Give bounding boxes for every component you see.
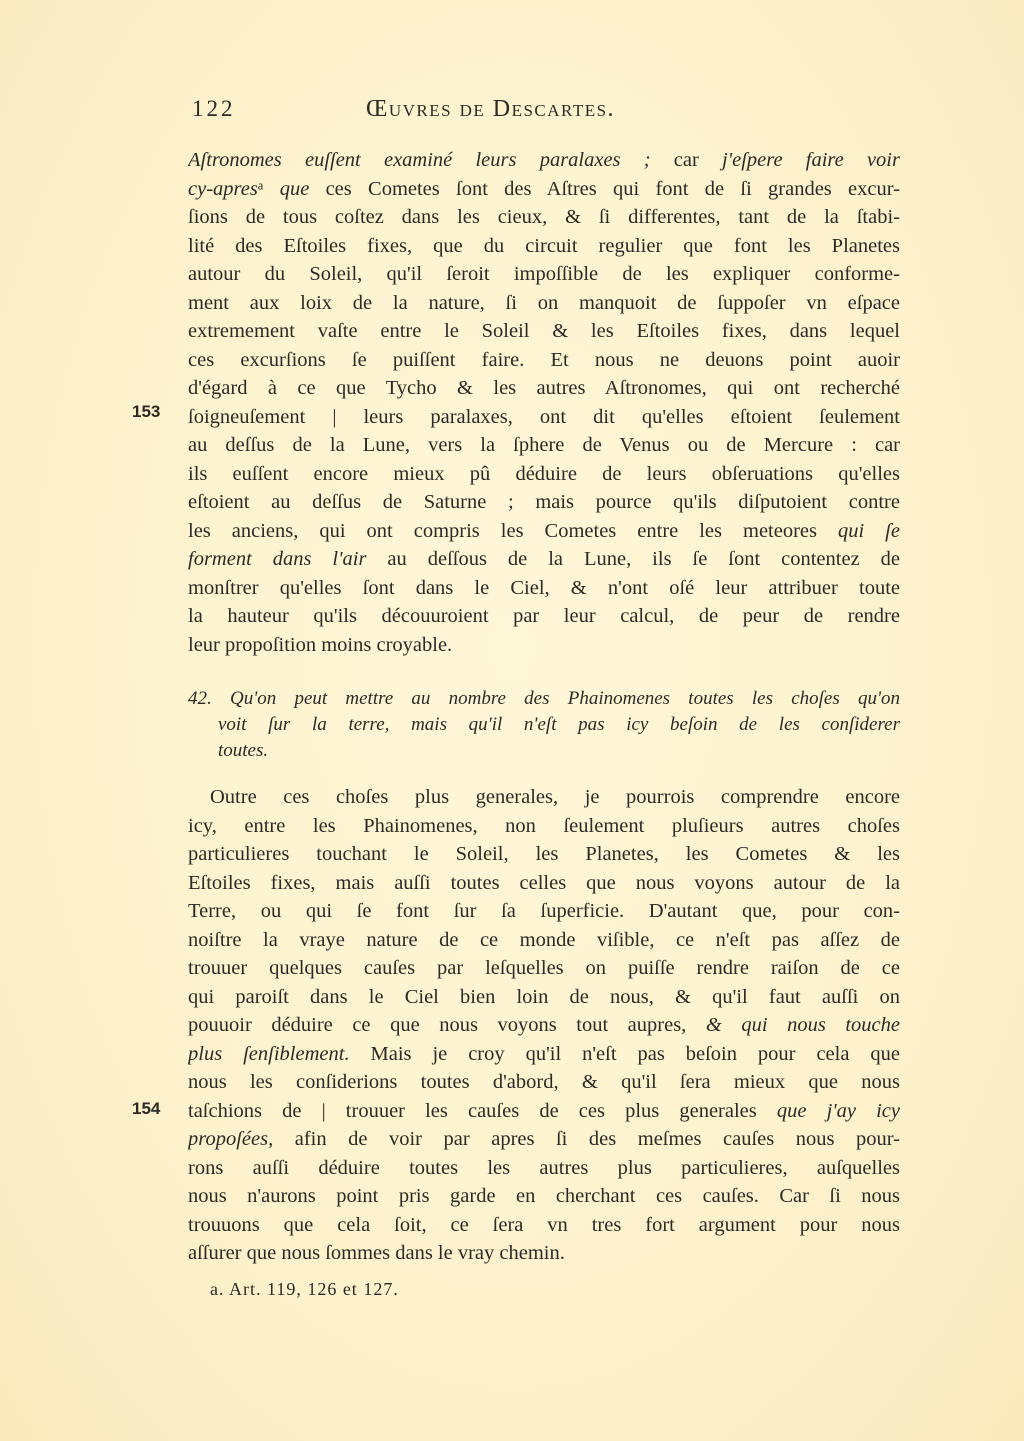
text-line: ces excurſions ſe puiſſent faire. Et nous ne deuons point auoir (188, 348, 900, 371)
paragraph-1 (188, 146, 900, 659)
text-line: d'égard à ce que Tycho & les autres Aſtronomes, qui ont recherché (188, 377, 900, 399)
text-line: Terre, ou qui ſe font ſur ſa ſuperficie. D'autant que, pour con- (188, 900, 900, 922)
margin-number: 154 (132, 1099, 161, 1118)
text-line: eſtoient au deſſus de Saturne ; mais pource qu'ils diſputoient contre (188, 491, 900, 513)
text-line: plus ſenſiblement. Mais je croy qu'il n'eſt pas beſoin pour cela que (188, 1042, 900, 1065)
text-line: particulieres touchant le Soleil, les Planetes, les Cometes & les (188, 843, 900, 865)
text-line: forment dans l'air au deſſous de la Lune, ils ſe ſont contentez de (188, 548, 900, 570)
text-line: Outre ces choſes plus generales, je pourrois comprendre encore (210, 786, 900, 808)
text-line: ment aux loix de la nature, ſi on manquoit de ſuppoſer vn eſpace (188, 291, 900, 314)
footnote: a. Art. 119, 126 et 127. (210, 1279, 399, 1299)
text-line: la hauteur qu'ils découuroient par leur calcul, de peur de rendre (188, 605, 900, 627)
text-line: Eſtoiles fixes, mais auſſi toutes celles que nous voyons autour de la (188, 871, 900, 894)
text-line: extremement vaſte entre le Soleil & les Eſtoiles fixes, dans lequel (188, 320, 900, 342)
text-line: ils euſſent encore mieux pû déduire de leurs obſeruations qu'elles (188, 462, 900, 485)
text-line: lité des Eſtoiles fixes, que du circuit regulier que font les Planetes (188, 234, 900, 257)
text-line: nous les conſiderions toutes d'abord, & qu'il ſera mieux que nous (188, 1071, 900, 1093)
footnote-marker: ᵃ (257, 177, 264, 200)
text-line: qui paroiſt dans le Ciel bien loin de nous, & qu'il faut auſſi on (188, 985, 900, 1008)
page-number: 122 (192, 96, 236, 121)
text-line: propoſées, afin de voir par apres ſi des meſmes cauſes nous pour- (188, 1128, 900, 1150)
text-line: trouuons que cela ſoit, ce ſera vn tres fort argument pour nous (188, 1213, 900, 1236)
heading-line: voit ſur la terre, mais qu'il n'eſt pas icy beſoin de les conſiderer (218, 714, 900, 735)
text-line: aſſurer que nous ſommes dans le vray chemin. (188, 1242, 565, 1264)
margin-number: 153 (132, 402, 161, 421)
section-number: 42. (188, 688, 212, 709)
text-line: ſions de tous coſtez dans les cieux, & ſi differentes, tant de la ſtabi- (188, 206, 900, 228)
text-line: au deſſus de la Lune, vers la ſphere de Venus ou de Mercure : car (188, 434, 900, 456)
text-line: les anciens, qui ont compris les Cometes entre les meteores qui ſe (188, 519, 900, 542)
heading-line: toutes. (218, 740, 269, 761)
text-line: pouuoir déduire ce que nous voyons tout aupres, & qui nous touche (188, 1014, 900, 1036)
text-line: ſoigneuſement | leurs paralaxes, ont dit qu'elles eſtoient ſeulement (188, 405, 900, 428)
text-line: cy-apresᵃ que ces Cometes ſont des Aſtres qui font de ſi grandes excur- (188, 177, 900, 200)
text-line: leur propoſition moins croyable. (188, 633, 453, 656)
page-header (188, 96, 900, 132)
text-line: icy, entre les Phainomenes, non ſeulement pluſieurs autres choſes (188, 814, 900, 837)
text-line: monſtrer qu'elles ſont dans le Ciel, & n'ont oſé leur attribuer toute (188, 576, 900, 599)
text-line: trouuer quelques cauſes par leſquelles on puiſſe rendre raiſon de ce (188, 957, 900, 979)
text-line: autour du Soleil, qu'il ſeroit impoſſible de les expliquer conforme- (188, 263, 900, 285)
text-line: Aſtronomes euſſent examiné leurs paralaxes ; car j'eſpere faire voir (188, 149, 900, 171)
running-head: Œuvres de Descartes. (366, 96, 616, 122)
text-line: noiſtre la vraye nature de ce monde viſible, ce n'eſt pas aſſez de (188, 928, 900, 951)
text-line: rons auſſi déduire toutes les autres plus particulieres, auſquelles (188, 1156, 900, 1179)
heading-line: 42. Qu'on peut mettre au nombre des Phainomenes toutes les choſes qu'on (188, 688, 901, 709)
paragraph-2 (188, 783, 900, 1268)
text-line: nous n'aurons point pris garde en cherchant ces cauſes. Car ſi nous (188, 1185, 900, 1207)
text-line: taſchions de | trouuer les cauſes de ces plus generales que j'ay icy (188, 1099, 900, 1122)
section-heading (188, 686, 900, 764)
